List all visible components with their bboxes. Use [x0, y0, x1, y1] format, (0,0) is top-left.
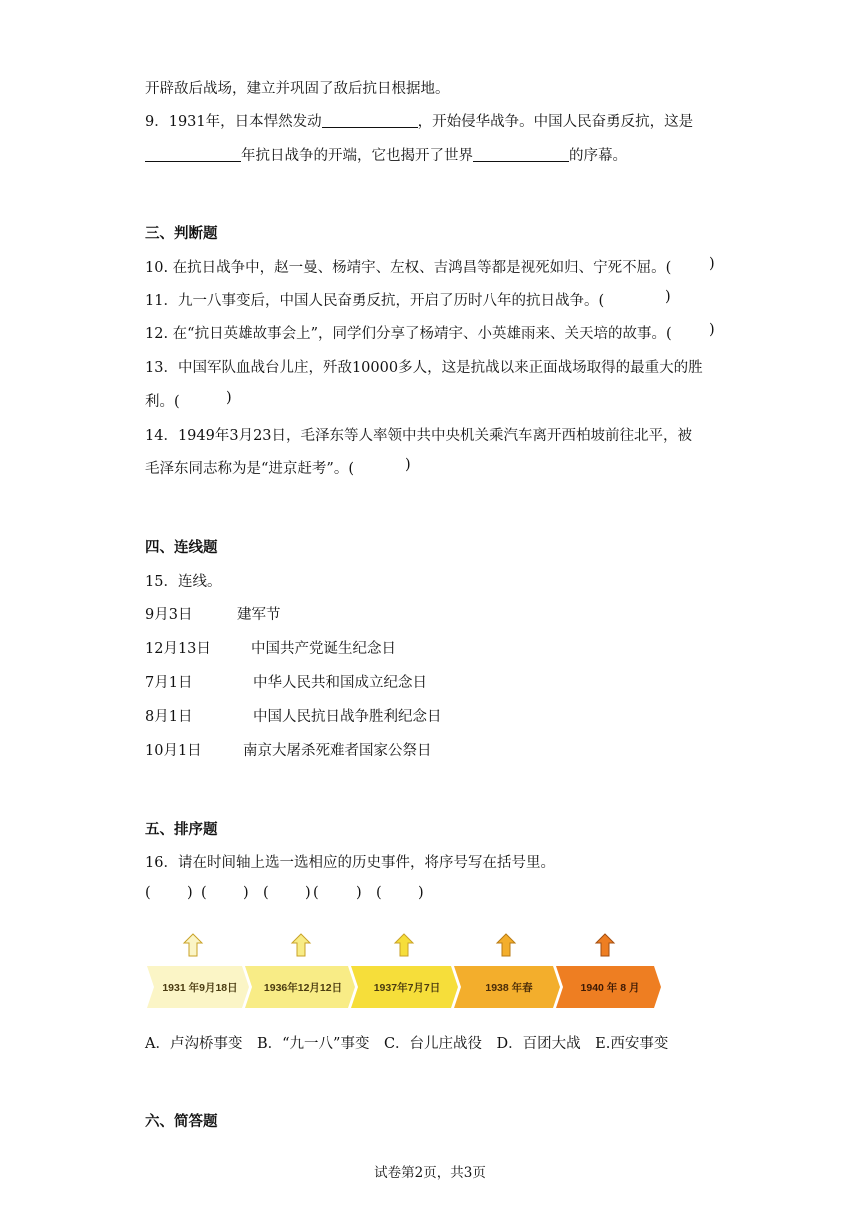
judge-item-13-line-1: 13．中国军队血战台儿庄，歼敌10000多人，这是抗战以来正面战场取得的最重大的胜 [145, 360, 703, 376]
timeline-label-1: 1931 年9月18日 [162, 982, 238, 994]
match-right-1[interactable]: 建军节 [237, 607, 281, 623]
match-right-3[interactable]: 中华人民共和国成立纪念日 [253, 675, 427, 691]
answer-paren-1-close[interactable]: ) [187, 885, 193, 901]
q9-blank-3[interactable] [473, 147, 569, 162]
question-16-options: A．卢沟桥事变 B．“九一八”事变 C．台儿庄战役 D．百团大战 E.西安事变 [145, 1036, 669, 1052]
match-left-4[interactable]: 8月1日 [145, 709, 193, 725]
match-right-2[interactable]: 中国共产党诞生纪念日 [251, 641, 396, 657]
q9-text-2: ，开始侵华战争。中国人民奋勇反抗，这是 [417, 114, 694, 130]
answer-paren-5-open[interactable]: ( [376, 885, 382, 901]
judge-close-paren-14: ) [405, 457, 411, 473]
answer-paren-1-open[interactable]: ( [145, 885, 151, 901]
judge-item-14-line-2: 毛泽东同志称为是“进京赶考”。( [145, 461, 354, 477]
answer-paren-2-open[interactable]: ( [201, 885, 207, 901]
timeline-label-4: 1938 年春 [485, 982, 533, 994]
question-9-line-2 [145, 144, 627, 165]
timeline-label-5: 1940 年 8 月 [580, 982, 640, 994]
timeline-label-3: 1937年7月7日 [373, 982, 441, 994]
answer-paren-4-close[interactable]: ) [356, 885, 362, 901]
match-row-4 [145, 705, 442, 726]
judge-close-paren-11: ) [665, 289, 671, 305]
section-4-title: 四、连线题 [145, 539, 218, 556]
match-right-5[interactable]: 南京大屠杀死难者国家公祭日 [243, 743, 432, 759]
judge-item-12: 12. 在“抗日英雄故事会上”，同学们分享了杨靖宇、小英雄雨来、关天培的故事。( [145, 326, 672, 342]
answer-paren-5-close[interactable]: ) [418, 885, 424, 901]
question-16-prompt: 16．请在时间轴上选一选相应的历史事件，将序号写在括号里。 [145, 855, 555, 871]
judge-close-paren-12: ) [709, 322, 715, 338]
answer-paren-4-open[interactable]: ( [313, 885, 319, 901]
timeline-label-2: 1936年12月12日 [263, 982, 343, 994]
match-right-4[interactable]: 中国人民抗日战争胜利纪念日 [253, 709, 442, 725]
q9-text-4: 的序幕。 [569, 148, 627, 164]
match-left-3[interactable]: 7月1日 [145, 675, 193, 691]
q9-text-3: 年抗日战争的开端，它也揭开了世界 [241, 148, 473, 164]
timeline [145, 930, 665, 1020]
timeline-segment-5 [556, 934, 661, 1008]
match-row-1 [145, 603, 281, 624]
answer-paren-3-close[interactable]: ) [305, 885, 311, 901]
section-6-title: 六、简答题 [145, 1113, 218, 1130]
judge-close-paren-13: ) [226, 390, 232, 406]
match-row-2 [145, 637, 396, 658]
q9-text-1: 9．1931年，日本悍然发动 [145, 114, 322, 130]
answer-paren-2-close[interactable]: ) [243, 885, 249, 901]
timeline-arrow-icon-3 [395, 934, 413, 956]
match-left-5[interactable]: 10月1日 [145, 743, 202, 759]
page-footer: 试卷第2页，共3页 [374, 1165, 486, 1181]
judge-item-14-line-1: 14．1949年3月23日，毛泽东等人率领中共中央机关乘汽车离开西柏坡前往北平，被 [145, 428, 693, 444]
judge-item-11: 11．九一八事变后，中国人民奋勇反抗，开启了历时八年的抗日战争。( [145, 293, 605, 309]
match-row-5 [145, 739, 432, 760]
question-15-prompt: 15．连线。 [145, 574, 222, 590]
timeline-arrow-icon-5 [596, 934, 614, 956]
match-row-3 [145, 671, 427, 692]
timeline-arrow-icon-2 [292, 934, 310, 956]
timeline-arrow-icon-4 [497, 934, 515, 956]
timeline-segment-3 [351, 934, 458, 1008]
timeline-segment-2 [245, 934, 355, 1008]
intro-line: 开辟敌后战场，建立并巩固了敌后抗日根据地。 [145, 81, 450, 97]
judge-close-paren-10: ) [709, 256, 715, 272]
judge-item-10: 10. 在抗日战争中，赵一曼、杨靖宇、左权、吉鸿昌等都是视死如归、宁死不屈。( [145, 260, 672, 276]
section-5-title: 五、排序题 [145, 821, 218, 838]
answer-paren-3-open[interactable]: ( [263, 885, 269, 901]
section-3-title: 三、判断题 [145, 225, 218, 242]
timeline-arrow-icon-1 [184, 934, 202, 956]
timeline-segment-4 [454, 934, 560, 1008]
q9-blank-2[interactable] [145, 147, 241, 162]
question-9-line-1 [145, 110, 693, 131]
judge-item-13-line-2: 利。( [145, 394, 180, 410]
match-left-2[interactable]: 12月13日 [145, 641, 211, 657]
timeline-segment-1 [147, 934, 249, 1008]
q9-blank-1[interactable] [322, 113, 418, 128]
match-left-1[interactable]: 9月3日 [145, 607, 193, 623]
